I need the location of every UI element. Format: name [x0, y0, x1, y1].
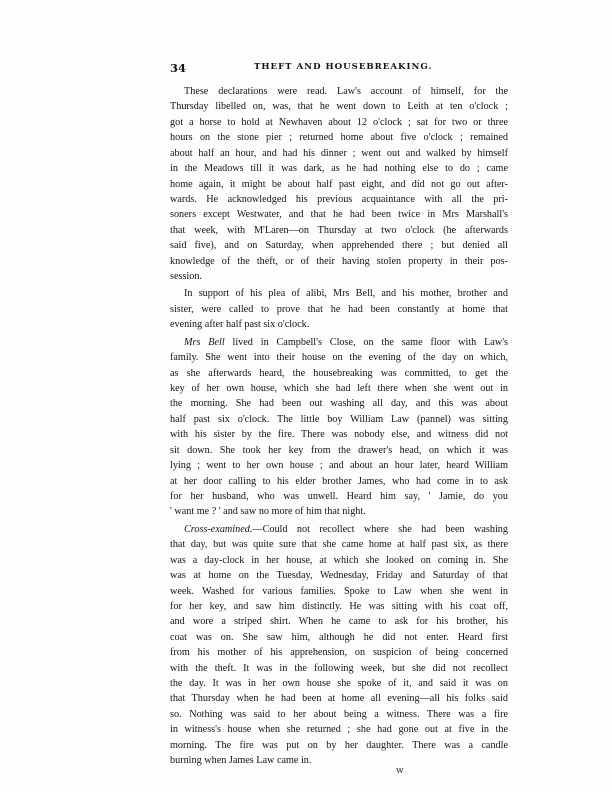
signature-mark: w	[396, 766, 404, 776]
text-run: lived in Campbell's Close, on the same floor with Law's	[224, 336, 508, 348]
paragraph-cross-examined	[170, 522, 508, 769]
text-line: in the Meadows till it was dark, as he had nothing else to do ; came	[170, 163, 508, 175]
text-line: soners except Westwater, and that he had been twice in Mrs Marshall's	[170, 209, 508, 221]
text-line	[170, 335, 508, 350]
text-line: session.	[170, 271, 202, 283]
paragraph-mrs-bell	[170, 335, 508, 520]
text-line: burning when James Law came in.	[170, 755, 312, 767]
text-line: Thursday libelled on, was, that he went down to Leith at ten o'clock ;	[170, 101, 508, 113]
text-line	[170, 522, 508, 537]
text-line: key of her own house, which she had left there when she went out in	[170, 383, 508, 395]
section-label: Cross-examined.	[184, 523, 253, 535]
text-line: the day. It was in her own house she spoke of it, and said it was on	[170, 678, 508, 690]
text-line: at her door calling to his elder brother James, who had come in to ask	[170, 475, 508, 487]
body-text	[170, 84, 508, 771]
text-line: coat was on. She saw him, although he did not enter. Heard first	[170, 631, 508, 643]
text-line: morning. The fire was put on by her daughter. There was a candle	[170, 739, 508, 751]
text-line: was a day-clock in her house, at which she looked on coming in. She	[170, 554, 508, 566]
text-line: home again, it might be about half past eight, and did not go out after-	[170, 178, 508, 190]
text-line: lying ; went to her own house ; and about an hour later, heard William	[170, 460, 508, 472]
text-line: half past six o'clock. The little boy William Law (pannel) was sitting	[170, 413, 508, 425]
text-line: with the theft. It was in the following week, but she did not recollect	[170, 662, 508, 674]
text-line: in witness's house when she returned ; she had gone out at five in the	[170, 724, 508, 736]
text-line: got a horse to hold at Newhaven about 12 o'clock ; sat for two or three	[170, 116, 508, 128]
text-line: said five), and on Saturday, when apprehended there ; but denied all	[170, 240, 508, 252]
page-number: 34	[170, 61, 187, 75]
page-header	[170, 61, 506, 75]
text-line: wards. He acknowledged his previous acquaintance with all the pri-	[170, 193, 508, 205]
text-line: and wore a striped shirt. When he came to ask for his brother, his	[170, 616, 508, 628]
text-line: In support of his plea of alibi, Mrs Bell, and his mother, brother and	[184, 288, 508, 300]
text-line: sister, were called to prove that he had been constantly at home that	[170, 303, 508, 315]
text-run: —Could not recollect where she had been washing	[252, 523, 508, 535]
text-line: for her key, and saw him distinctly. He was sitting with his coat off,	[170, 600, 508, 612]
text-line: that day, but was quite sure that she came home at half past six, as there	[170, 539, 508, 551]
text-line: was at home on the Tuesday, Wednesday, Friday and Saturday of that	[170, 570, 508, 582]
text-line: that week, with M'Laren—on Thursday at two o'clock (he afterwards	[170, 224, 508, 236]
text-line: week. Washed for various families. Spoke to Law when she went in	[170, 585, 508, 597]
text-line: sit down. She took her key from the drawer's head, on which it was	[170, 444, 508, 456]
text-line: family. She went into their house on the evening of the day on which,	[170, 352, 508, 364]
witness-name: Mrs Bell	[184, 336, 225, 348]
text-line: ' want me ? ' and saw no more of him that night.	[170, 506, 366, 518]
text-line: knowledge of the theft, or of their having stolen property in their pos-	[170, 255, 508, 267]
paragraph-alibi	[170, 286, 508, 332]
text-line: so. Nothing was said to her about being a witness. There was a fire	[170, 708, 508, 720]
text-line: for her husband, who was unwell. Heard him say, ' Jamie, do you	[170, 490, 508, 502]
text-line: These declarations were read. Law's account of himself, for the	[184, 86, 508, 97]
text-line: the morning. She had been out washing all day, and this was about	[170, 398, 508, 410]
text-line: with his sister by the fire. There was nobody else, and witness did not	[170, 429, 508, 441]
text-line: from his mother of his apprehension, on suspicion of being concerned	[170, 647, 508, 659]
text-line: as she afterwards heard, the housebreaking was committed, to get the	[170, 367, 508, 379]
text-line: about half an hour, and had his dinner ; went out and walked by himself	[170, 147, 508, 159]
text-line: that Thursday when he had been at home all evening—all his folks said	[170, 693, 508, 705]
text-line: evening after half past six o'clock.	[170, 319, 310, 331]
running-head: THEFT AND HOUSEBREAKING.	[254, 62, 433, 72]
text-line: hours on the stone pier ; returned home about five o'clock ; remained	[170, 132, 508, 144]
paragraph-declarations	[170, 84, 508, 284]
